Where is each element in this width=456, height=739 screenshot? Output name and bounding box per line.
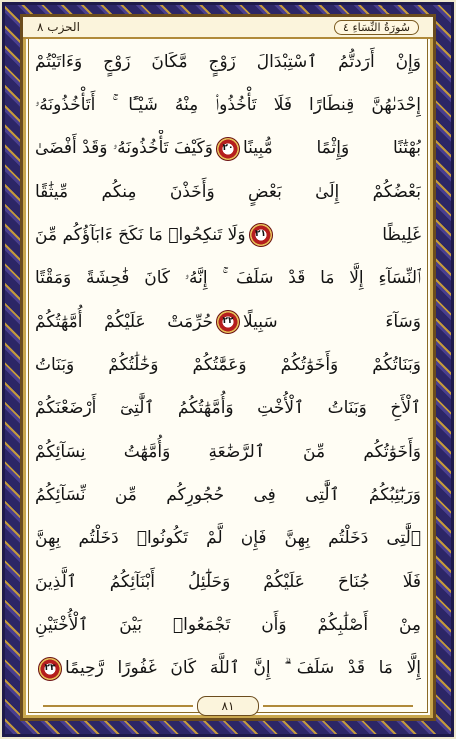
page-content-frame [20, 14, 436, 721]
verse-text: ٱلَّٰتِى دَخَلْتُم بِهِنَّ فَإِن لَّمْ تَكُونُوا۟ دَخَلْتُم بِهِنَّ [35, 528, 421, 549]
ayah-number-marker: ٢٣ [38, 657, 62, 681]
ayah-number-marker: ٢٢ [216, 310, 240, 334]
text-line [35, 86, 421, 124]
text-line [35, 606, 421, 644]
text-line [35, 303, 421, 341]
text-line [35, 433, 421, 471]
verse-text: وَبَنَاتُكُمْ وَأَخَوَٰتُكُمْ وَعَمَّٰتُكُمْ وَخَٰلَٰتُكُمْ وَبَنَاتُ [35, 355, 421, 376]
verse-text: ٱلنِّسَآءِ إِلَّا مَا قَدْ سَلَفَ ۚ إِنَّهُۥ كَانَ فَٰحِشَةً وَمَقْتًا [35, 268, 421, 289]
hizb-label: الحزب ٨ [37, 20, 80, 34]
verse-text: إِحْدَىٰهُنَّ قِنطَارًا فَلَا تَأْخُذُوا۟ مِنْهُ شَيْـًٔا ۚ أَتَأْخُذُونَهُۥ [35, 95, 421, 115]
verse-text: ٱلْأَخِ وَبَنَاتُ ٱلْأُخْتِ وَأُمَّهَٰتُكُمُ ٱلَّٰتِىٓ أَرْضَعْنَكُمْ [35, 398, 421, 419]
ayah-number-marker: ٢٠ [216, 137, 240, 161]
verse-text: فَلَا جُنَاحَ عَلَيْكُمْ وَحَلَٰٓئِلُ أَبْنَآئِكُمُ ٱلَّذِينَ [35, 571, 421, 592]
quran-text [35, 43, 421, 688]
verse-text: بُهْتَٰنًا وَإِثْمًا مُّبِينًا [243, 138, 421, 159]
text-line [35, 563, 421, 601]
text-line [35, 390, 421, 428]
text-line [35, 476, 421, 514]
verse-text: وَلَا تَنكِحُوا۟ مَا نَكَحَ ءَابَآؤُكُم مِّنَ [35, 225, 246, 246]
page-header [23, 17, 433, 39]
ayah-number-marker: ٢١ [249, 223, 273, 247]
verse-text: بَعْضُكُمْ إِلَىٰ بَعْضٍ وَأَخَذْنَ مِنكُم مِّيثَٰقًا [35, 181, 421, 202]
text-line [35, 260, 421, 298]
verse-text: مِنْ أَصْلَٰبِكُمْ وَأَن تَجْمَعُوا۟ بَيْنَ ٱلْأُخْتَيْنِ [35, 615, 421, 636]
verse-text: إِلَّا مَا قَدْ سَلَفَ ۗ إِنَّ ٱللَّهَ كَانَ غَفُورًا رَّحِيمًا [65, 658, 421, 679]
verse-text: وَإِنْ أَرَدتُّمُ ٱسْتِبْدَالَ زَوْجٍ مَّكَانَ زَوْجٍ وَءَاتَيْتُمْ [35, 51, 421, 72]
surah-label: سُورَةُ النِّسَاءِ ٤ [334, 20, 419, 35]
text-line [35, 130, 421, 168]
page-number: ٨١ [197, 696, 259, 716]
text-line [35, 520, 421, 558]
text-line [35, 173, 421, 211]
page-footer [23, 694, 433, 718]
verse-text: وَرَبَٰٓئِبُكُمُ ٱلَّٰتِى فِى حُجُورِكُم مِّن نِّسَآئِكُمُ [35, 485, 421, 506]
text-line [35, 650, 421, 688]
text-line [35, 216, 421, 254]
verse-text: وَأَخَوَٰتُكُم مِّنَ ٱلرَّضَٰعَةِ وَأُمَّهَٰتُ نِسَآئِكُمْ [35, 441, 421, 462]
text-line [35, 43, 421, 81]
text-line [35, 346, 421, 384]
verse-text: وَكَيْفَ تَأْخُذُونَهُۥ وَقَدْ أَفْضَىٰ [35, 138, 213, 159]
verse-text: حُرِّمَتْ عَلَيْكُمْ أُمَّهَٰتُكُمْ [35, 311, 213, 332]
verse-text: غَلِيظًا [382, 225, 421, 246]
verse-text: وَسَآءَ سَبِيلًا [243, 311, 421, 332]
